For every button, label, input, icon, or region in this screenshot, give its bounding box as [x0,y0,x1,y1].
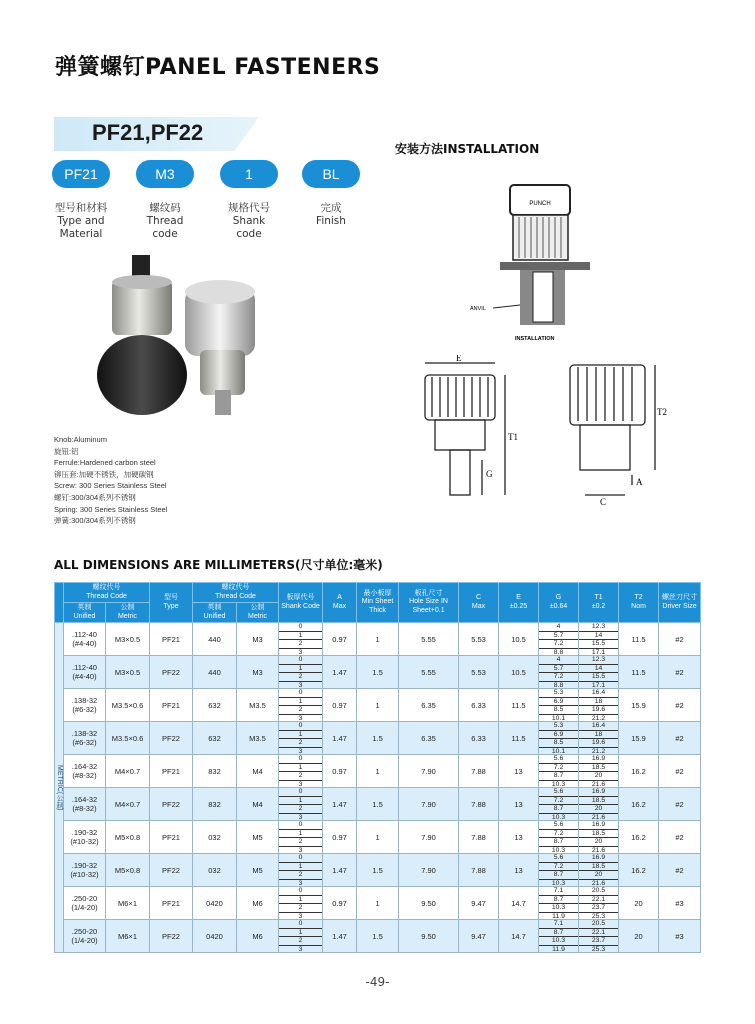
cell-t2: 20 [619,887,659,920]
header-t1: T1 ±0.2 [579,583,619,623]
cell-t1: 20.5 22.1 23.7 25.3 [579,920,619,953]
cell-g: 5.3 6.9 8.5 10.1 [539,722,579,755]
cell-unified-2: 440 [193,656,237,689]
cell-shank-code: 0 1 2 3 [279,656,323,689]
cell-hole-size: 6.35 [399,689,459,722]
code-label-shank: 规格代号 Shank code [228,202,270,240]
cell-c: 7.88 [459,854,499,887]
punch-label: PUNCH [529,201,551,207]
cell-e: 10.5 [499,656,539,689]
cell-hole-size: 9.50 [399,920,459,953]
cell-driver: #3 [659,887,701,920]
cell-shank-code: 0 1 2 3 [279,854,323,887]
cell-t1: 16.4 18 19.6 21.2 [579,689,619,722]
cell-shank-code: 0 1 2 3 [279,755,323,788]
cell-e: 13 [499,854,539,887]
code-label-type: 型号和材料 Type and Material [54,202,108,240]
header-g: G ±0.64 [539,583,579,623]
cell-t2: 16.2 [619,854,659,887]
cell-unified: .190-32 (#10-32) [64,854,106,887]
cell-metric: M3×0.5 [106,656,150,689]
page-title: 弹簧螺钉PANEL FASTENERS [55,55,381,80]
dim-a-label: A [636,477,643,487]
cell-e: 13 [499,788,539,821]
side-label: METRIC(公制) [55,623,64,953]
cell-min-sheet: 1 [357,623,399,656]
header-unified-2: 英制 Unified [193,603,237,623]
cell-unified: .190-32 (#10-32) [64,821,106,854]
cell-metric: M6×1 [106,920,150,953]
dim-c-label: C [600,497,607,507]
cell-hole-size: 6.35 [399,722,459,755]
cell-a: 0.97 [323,623,357,656]
cell-hole-size: 7.90 [399,854,459,887]
cell-type: PF22 [150,722,193,755]
cell-g: 4 5.7 7.2 8.8 [539,623,579,656]
cell-metric-2: M5 [237,854,279,887]
cell-a: 0.97 [323,689,357,722]
table-row [55,854,701,887]
dimensions-table [54,582,701,953]
dim-t2-label: T2 [657,407,667,417]
table-row [55,755,701,788]
cell-a: 1.47 [323,722,357,755]
cell-e: 11.5 [499,722,539,755]
cell-shank-code: 0 1 2 3 [279,788,323,821]
cell-type: PF21 [150,689,193,722]
cell-driver: #2 [659,854,701,887]
cell-unified-2: 632 [193,722,237,755]
cell-t1: 16.9 18.5 20 21.6 [579,788,619,821]
cell-t2: 15.9 [619,689,659,722]
cell-e: 14.7 [499,887,539,920]
code-pill-thread: M3 [136,160,194,188]
cell-hole-size: 5.55 [399,623,459,656]
cell-min-sheet: 1.5 [357,656,399,689]
cell-driver: #2 [659,656,701,689]
cell-a: 1.47 [323,788,357,821]
cell-a: 1.47 [323,854,357,887]
table-row [55,623,701,656]
cell-metric: M3×0.5 [106,623,150,656]
table-row [55,689,701,722]
cell-unified-2: 032 [193,854,237,887]
cell-metric: M4×0.7 [106,788,150,821]
cell-c: 6.33 [459,722,499,755]
cell-g: 5.6 7.2 8.7 10.3 [539,821,579,854]
header-driver: 螺丝刀尺寸 Driver Size [659,583,701,623]
header-type: 型号 Type [150,583,193,623]
code-label-finish: 完成 Finish [316,202,346,227]
cell-type: PF22 [150,854,193,887]
cell-t2: 16.2 [619,821,659,854]
cell-c: 5.53 [459,623,499,656]
cell-c: 9.47 [459,887,499,920]
cell-metric-2: M3 [237,656,279,689]
cell-metric: M6×1 [106,887,150,920]
cell-c: 5.53 [459,656,499,689]
cell-g: 5.6 7.2 8.7 10.3 [539,755,579,788]
cell-metric-2: M4 [237,788,279,821]
cell-unified-2: 440 [193,623,237,656]
cell-unified: .164-32 (#8-32) [64,788,106,821]
cell-unified-2: 832 [193,788,237,821]
cell-e: 10.5 [499,623,539,656]
cell-t1: 12.3 14 15.5 17.1 [579,656,619,689]
cell-metric-2: M3.5 [237,689,279,722]
dimension-diagram [400,355,670,510]
header-e: E ±0.25 [499,583,539,623]
cell-t1: 16.9 18.5 20 21.6 [579,854,619,887]
cell-e: 13 [499,755,539,788]
cell-t2: 15.9 [619,722,659,755]
cell-type: PF21 [150,623,193,656]
cell-shank-code: 0 1 2 3 [279,623,323,656]
header-c: C Max [459,583,499,623]
cell-type: PF21 [150,887,193,920]
header-t2: T2 Nom [619,583,659,623]
cell-metric: M3.5×0.6 [106,722,150,755]
installation-title: 安装方法INSTALLATION [395,142,540,156]
header-min-sheet: 最小板厚 Min Sheet Thick [357,583,399,623]
cell-min-sheet: 1 [357,887,399,920]
cell-t1: 16.9 18.5 20 21.6 [579,755,619,788]
cell-unified: .112-40 (#4-40) [64,623,106,656]
code-label-thread: 螺纹码 Thread code [146,202,184,240]
cell-shank-code: 0 1 2 3 [279,887,323,920]
cell-metric: M5×0.8 [106,854,150,887]
cell-c: 7.88 [459,755,499,788]
cell-shank-code: 0 1 2 3 [279,920,323,953]
cell-min-sheet: 1.5 [357,920,399,953]
cell-metric-2: M6 [237,920,279,953]
header-unified: 英制 Unified [64,603,106,623]
cell-g: 5.3 6.9 8.5 10.1 [539,689,579,722]
cell-min-sheet: 1.5 [357,788,399,821]
cell-type: PF22 [150,788,193,821]
cell-g: 5.6 7.2 8.7 10.3 [539,788,579,821]
header-metric-2: 公制 Metric [237,603,279,623]
dimensions-table-body [55,623,701,953]
cell-metric-2: M6 [237,887,279,920]
header-hole-size: 板孔尺寸 Hole Size IN Sheet+0.1 [399,583,459,623]
cell-g: 4 5.7 7.2 8.8 [539,656,579,689]
cell-metric-2: M5 [237,821,279,854]
black-knob [97,335,187,415]
cell-t1: 16.4 18 19.6 21.2 [579,722,619,755]
installation-diagram [455,180,595,350]
cell-t2: 16.2 [619,788,659,821]
cell-a: 0.97 [323,755,357,788]
cell-g: 7.1 8.7 10.3 11.9 [539,887,579,920]
cell-unified: .164-32 (#8-32) [64,755,106,788]
cell-unified-2: 0420 [193,887,237,920]
cell-min-sheet: 1 [357,821,399,854]
table-row [55,887,701,920]
table-row [55,722,701,755]
cell-e: 13 [499,821,539,854]
cell-driver: #2 [659,722,701,755]
installation-caption: INSTALLATION [515,336,555,342]
cell-type: PF21 [150,821,193,854]
cell-unified: .250-20 (1/4-20) [64,920,106,953]
table-row [55,656,701,689]
cell-t2: 16.2 [619,755,659,788]
cell-metric: M4×0.7 [106,755,150,788]
page-number: -49- [365,975,390,989]
cell-driver: #2 [659,755,701,788]
product-photo [90,250,300,425]
cell-c: 6.33 [459,689,499,722]
cell-driver: #2 [659,788,701,821]
anvil-label: ANVIL [470,306,486,312]
silver-ferrule [200,350,245,395]
cell-hole-size: 9.50 [399,887,459,920]
cell-metric-2: M3 [237,623,279,656]
cell-e: 11.5 [499,689,539,722]
cell-a: 0.97 [323,887,357,920]
header-thread-code: 螺纹代号 Thread Code [64,583,150,603]
code-pill-type: PF21 [52,160,110,188]
cell-unified: .250-20 (1/4-20) [64,887,106,920]
dimensions-title: ALL DIMENSIONS ARE MILLIMETERS(尺寸单位:毫米) [54,558,383,572]
cell-c: 9.47 [459,920,499,953]
table-row [55,821,701,854]
cell-driver: #2 [659,623,701,656]
cell-t2: 11.5 [619,623,659,656]
cell-hole-size: 7.90 [399,788,459,821]
cell-t2: 11.5 [619,656,659,689]
cell-c: 7.88 [459,788,499,821]
cell-a: 1.47 [323,656,357,689]
cell-g: 7.1 8.7 10.3 11.9 [539,920,579,953]
dim-e-label: E [456,355,462,363]
cell-shank-code: 0 1 2 3 [279,689,323,722]
cell-shank-code: 0 1 2 3 [279,821,323,854]
cell-a: 1.47 [323,920,357,953]
cell-type: PF22 [150,656,193,689]
cell-t1: 20.5 22.1 23.7 25.3 [579,887,619,920]
cell-min-sheet: 1 [357,689,399,722]
table-row [55,788,701,821]
model-name: PF21,PF22 [92,120,204,145]
dim-g-label: G [486,469,493,479]
cell-e: 14.7 [499,920,539,953]
cell-metric-2: M3.5 [237,722,279,755]
cell-unified-2: 032 [193,821,237,854]
header-thread-code-2: 螺纹代号 Thread Code [193,583,279,603]
cell-unified-2: 0420 [193,920,237,953]
cell-a: 0.97 [323,821,357,854]
cell-metric: M3.5×0.6 [106,689,150,722]
header-a: A Max [323,583,357,623]
header-shank-code: 板厚代号 Shank Code [279,583,323,623]
cell-min-sheet: 1.5 [357,854,399,887]
cell-metric-2: M4 [237,755,279,788]
cell-shank-code: 0 1 2 3 [279,722,323,755]
dim-t1-label: T1 [508,432,518,442]
cell-hole-size: 5.55 [399,656,459,689]
cell-driver: #2 [659,689,701,722]
code-pill-shank: 1 [220,160,278,188]
cell-metric: M5×0.8 [106,821,150,854]
cell-t2: 20 [619,920,659,953]
cell-hole-size: 7.90 [399,755,459,788]
code-pill-finish: BL [302,160,360,188]
cell-min-sheet: 1 [357,755,399,788]
header-metric: 公制 Metric [106,603,150,623]
cell-type: PF22 [150,920,193,953]
cell-t1: 12.3 14 15.5 17.1 [579,623,619,656]
cell-g: 5.6 7.2 8.7 10.3 [539,854,579,887]
cell-min-sheet: 1.5 [357,722,399,755]
material-specs: Knob:Aluminum 旋钮:铝 Ferrule:Hardened carbon steel 铆压套:加硬不锈铁，加硬碳钢 Screw: 300 Series Stainless Steel 螺钉:300/304系列不锈钢 Spring: 300 Series Stainless Steel 弹簧:300/304系列不锈钢 [54,435,168,526]
cell-unified: .138-32 (#6-32) [64,689,106,722]
cell-type: PF21 [150,755,193,788]
cell-unified-2: 632 [193,689,237,722]
cell-t1: 16.9 18.5 20 21.6 [579,821,619,854]
cell-unified: .112-40 (#4-40) [64,656,106,689]
screw-tip [215,390,231,415]
table-row [55,920,701,953]
cell-c: 7.88 [459,821,499,854]
cell-driver: #2 [659,821,701,854]
cell-unified: .138-32 (#6-32) [64,722,106,755]
cell-hole-size: 7.90 [399,821,459,854]
cell-unified-2: 832 [193,755,237,788]
cell-driver: #3 [659,920,701,953]
